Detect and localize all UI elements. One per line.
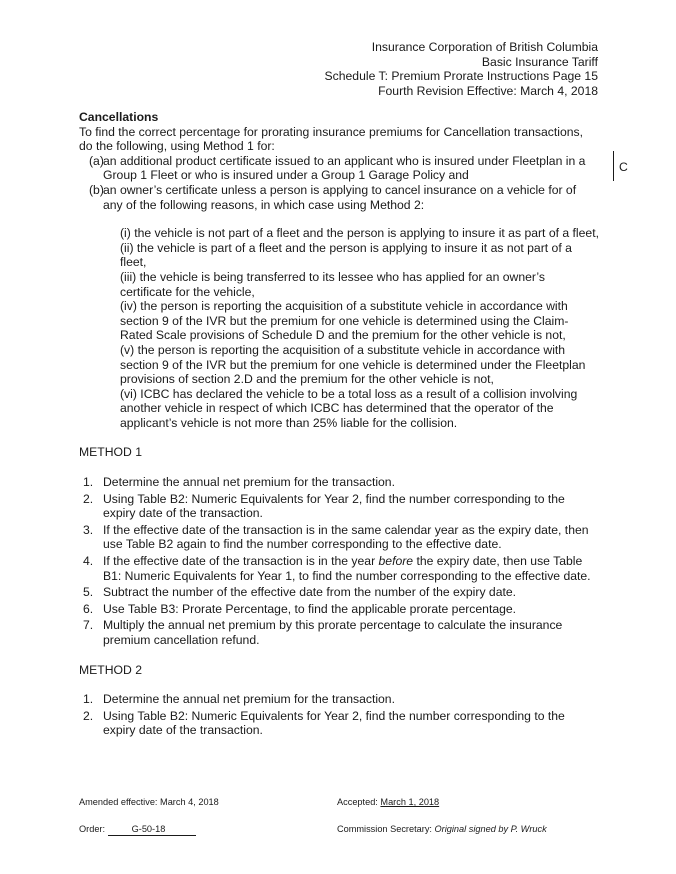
- reason-item: (v) the person is reporting the acquisition of a substitute vehicle in accordance with section 9 of the IVR but the premium for one vehicle is determined under the Fleetplan provisions of section 2.D and the premium for the other vehicle is not,: [120, 342, 586, 387]
- method1-step: [79, 585, 599, 600]
- method1-heading: METHOD 1: [79, 445, 142, 460]
- method1-step: [79, 523, 599, 552]
- document-body: [79, 110, 599, 740]
- footer-amended: [79, 797, 219, 808]
- method1-step: [79, 475, 599, 490]
- method1-steps: [79, 475, 599, 648]
- secretary-label: Commission Secretary:: [337, 824, 432, 834]
- step-text: Using Table B2: Numeric Equivalents for Year 2, find the number corresponding to the expiry date of the transaction.: [103, 708, 565, 738]
- list-item: [79, 183, 599, 212]
- header-revision: Fourth Revision Effective: March 4, 2018: [378, 83, 598, 98]
- accepted-label: Accepted:: [337, 797, 378, 807]
- reason-item: (iii) the vehicle is being transferred to its lessee who has applied for an owner’s certificate for the vehicle,: [120, 269, 545, 299]
- method1-step: [79, 602, 599, 617]
- step-number: 4.: [83, 554, 94, 569]
- reason-item: (iv) the person is reporting the acquisition of a substitute vehicle in accordance with section 9 of the IVR but the premium for one vehicle is determined using the Claim-Rated Scale provisions of Schedule D and the premium for the other vehicle is not,: [120, 299, 569, 343]
- reason-item: (ii) the vehicle is part of a fleet and the person is applying to insure it as not part of a fleet,: [120, 240, 572, 270]
- order-label: Order:: [79, 824, 106, 834]
- list-item-marker: (a): [89, 153, 104, 168]
- step-text: Using Table B2: Numeric Equivalents for Year 2, find the number corresponding to the expiry date of the transaction.: [103, 491, 565, 521]
- order-number: G-50-18: [131, 824, 166, 834]
- method2-steps: [79, 692, 599, 738]
- secretary-signature: Original signed by P. Wruck: [434, 824, 547, 834]
- list-item: [79, 154, 599, 183]
- method2-step: [79, 709, 599, 738]
- step-text: If the effective date of the transaction is in the same calendar year as the expiry date, then use Table B2 again to find the number corresponding to the effective date.: [103, 522, 589, 552]
- reason-item: (vi) ICBC has declared the vehicle to be a total loss as a result of a collision involving another vehicle in respect of which ICBC has determined that the operator of the applicant’s vehicle is not more than 25% liable for the collision.: [120, 386, 578, 430]
- lettered-list: [79, 154, 599, 212]
- page-header: [325, 40, 598, 98]
- step-text-end: the expiry date, then use Table B1: Numeric Equivalents for Year 1, to find the number corresponding to the effective date.: [103, 554, 591, 583]
- amended-label: Amended effective:: [79, 797, 158, 807]
- step-text: Determine the annual net premium for the transaction.: [103, 475, 395, 490]
- footer-secretary: [337, 824, 547, 835]
- footer-order: [79, 824, 196, 836]
- step-number: 2.: [83, 708, 94, 723]
- revision-change-mark: C: [619, 160, 628, 174]
- section-intro: To find the correct percentage for prorating insurance premiums for Cancellation transactions, do the following, using Method 1 for:: [79, 124, 584, 154]
- method1-step: [79, 618, 599, 647]
- reason-item: (i) the vehicle is not part of a fleet and the person is applying to insure it as part of a fleet,: [120, 226, 599, 241]
- header-tariff: Basic Insurance Tariff: [481, 54, 598, 69]
- list-item-text: an additional product certificate issued to an applicant who is insured under Fleetplan in a Group 1 Fleet or who is insured under a Group 1 Garage Policy and: [103, 153, 586, 183]
- step-number: 6.: [83, 601, 94, 616]
- footer-accepted: [337, 797, 439, 808]
- method1-step: [79, 492, 599, 521]
- step-number: 1.: [83, 692, 94, 707]
- amended-date: March 4, 2018: [160, 797, 219, 807]
- step-text-start: If the effective date of the transaction is in the year: [103, 554, 379, 569]
- step-text: Subtract the number of the effective date from the number of the expiry date.: [103, 585, 517, 600]
- revision-change-bar: [613, 151, 614, 181]
- step-text: Use Table B3: Prorate Percentage, to find the applicable prorate percentage.: [103, 601, 517, 616]
- step-text: Determine the annual net premium for the transaction.: [103, 692, 395, 707]
- list-item-marker: (b): [89, 182, 104, 197]
- accepted-date: March 1, 2018: [380, 797, 440, 807]
- header-organization: Insurance Corporation of British Columbia: [371, 40, 598, 54]
- method2-heading: METHOD 2: [79, 662, 142, 677]
- order-number-line: [108, 824, 196, 836]
- step-number: 7.: [83, 618, 94, 633]
- method2-step: [79, 692, 599, 707]
- method1-step: [79, 554, 599, 583]
- section-title: Cancellations: [79, 110, 159, 124]
- method2-reasons: [79, 226, 599, 430]
- step-text-emphasis: before: [378, 554, 414, 569]
- list-item-text: an owner’s certificate unless a person is applying to cancel insurance on a vehicle for of any of the following reasons, in which case using Method 2:: [103, 182, 577, 212]
- step-text: Multiply the annual net premium by this prorate percentage to calculate the insurance premium cancellation refund.: [103, 618, 563, 647]
- step-number: 3.: [83, 522, 94, 537]
- step-number: 5.: [83, 585, 94, 600]
- header-schedule: Schedule T: Premium Prorate Instructions Page 15: [324, 69, 598, 83]
- step-number: 2.: [83, 491, 94, 506]
- step-number: 1.: [83, 475, 94, 490]
